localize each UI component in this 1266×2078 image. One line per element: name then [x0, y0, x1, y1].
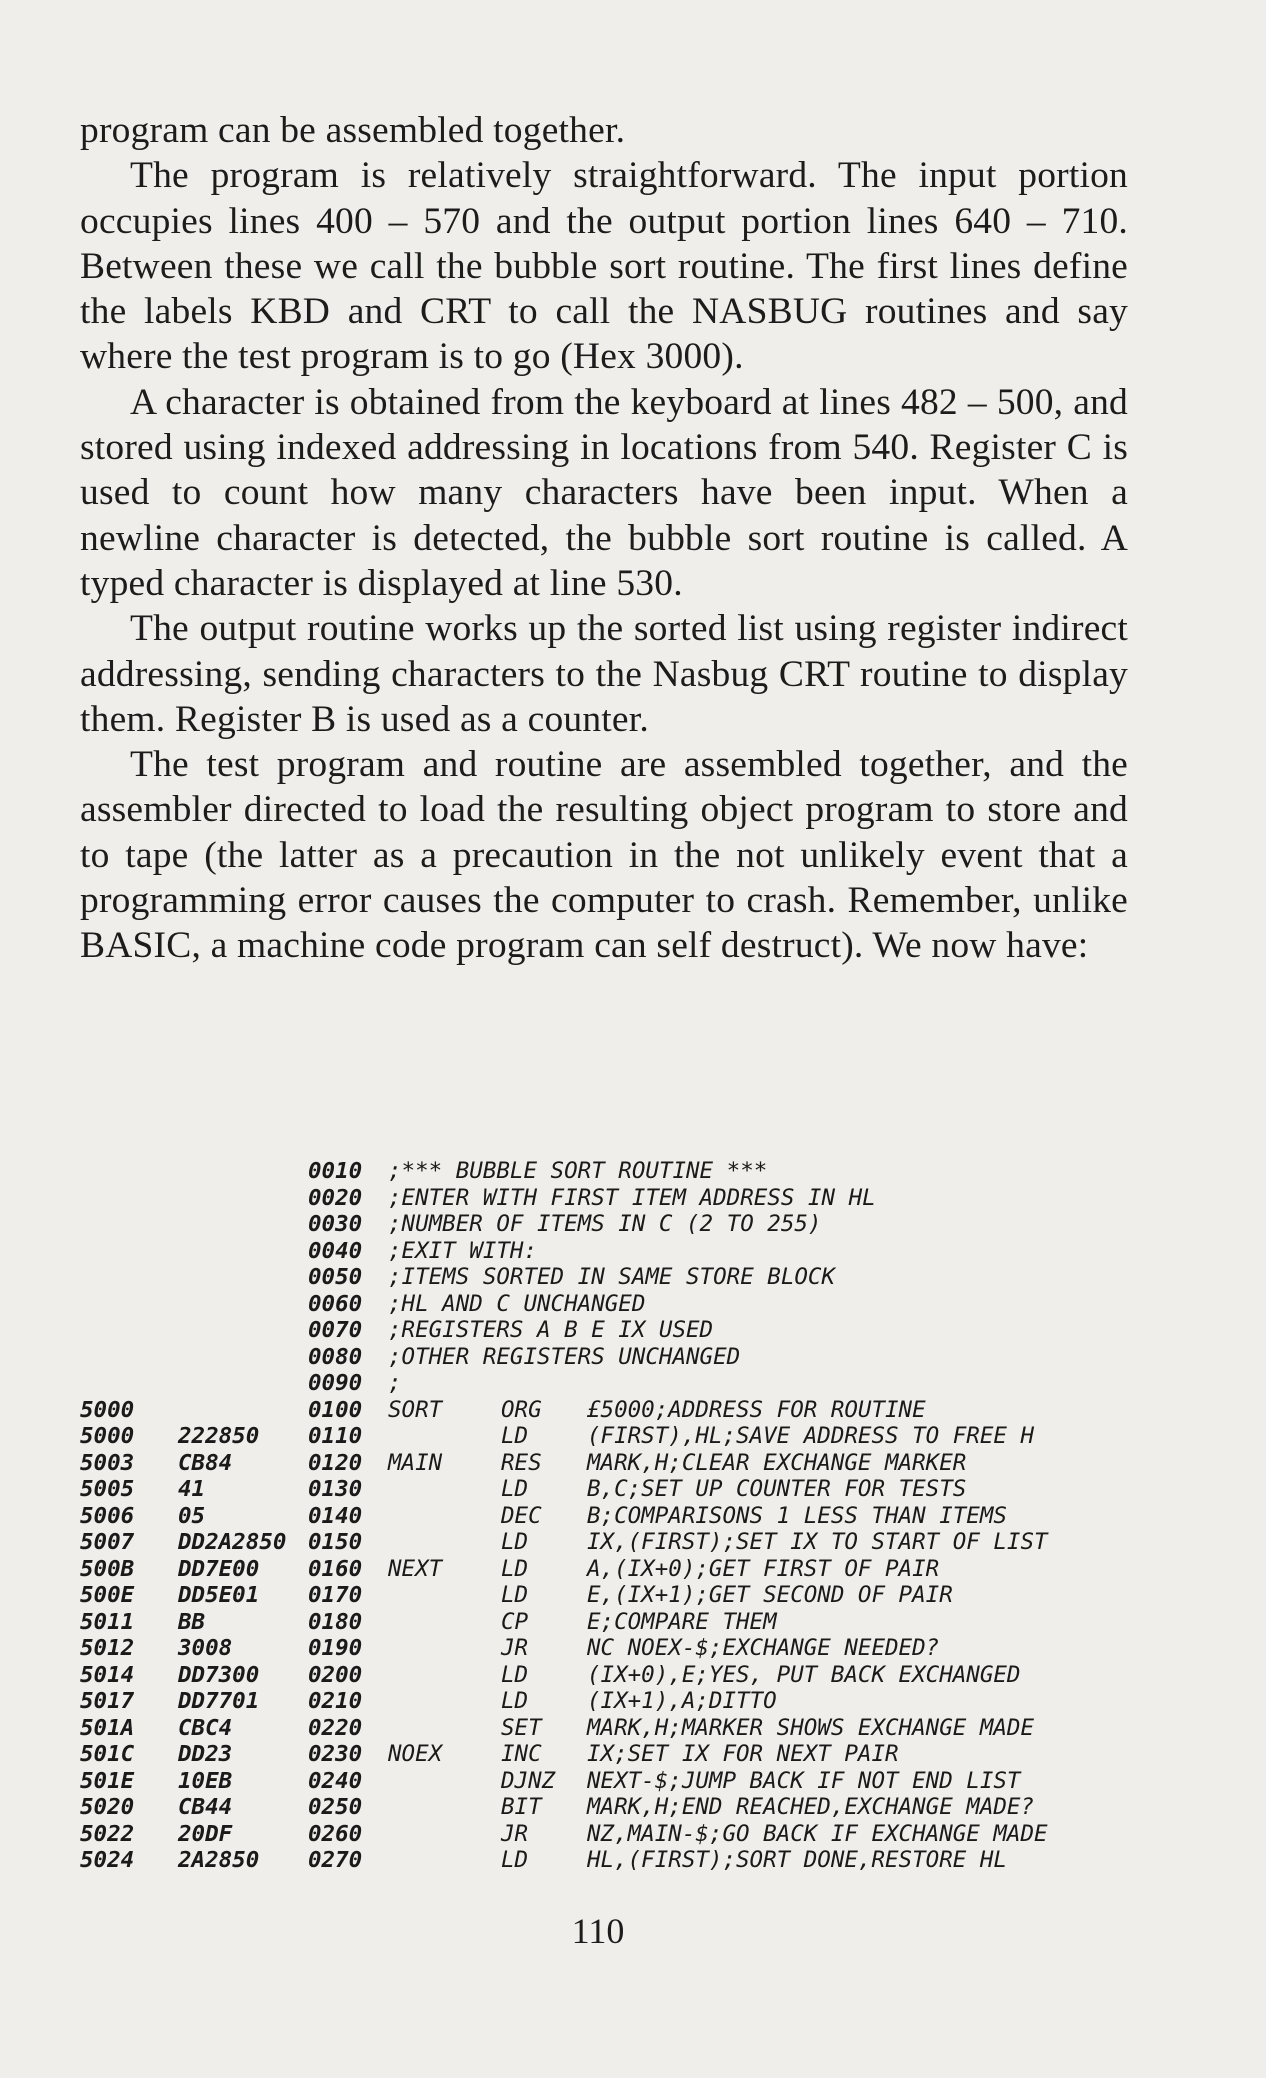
listing-line-number: 0050	[308, 1264, 363, 1290]
listing-line-number: 0020	[308, 1184, 363, 1211]
listing-opcode: LD	[501, 1529, 529, 1555]
listing-operand: B;COMPARISONS 1 LESS THAN ITEMS	[587, 1502, 1007, 1529]
listing-label: SORT	[388, 1396, 443, 1423]
listing-object-code: 3008	[178, 1635, 233, 1661]
listing-row	[80, 1821, 1180, 1848]
listing-object-code	[178, 1317, 308, 1344]
listing-row	[80, 1768, 1180, 1795]
listing-line-number: 0160	[308, 1555, 363, 1582]
listing-operand: ;EXIT WITH:	[388, 1237, 538, 1264]
listing-opcode: LD	[501, 1661, 529, 1688]
listing-label	[388, 1847, 501, 1874]
listing-object-code: DD7E00	[178, 1555, 260, 1582]
listing-address: 5017	[80, 1688, 135, 1714]
listing-object-code: 05	[178, 1502, 206, 1529]
listing-object-code: CBC4	[178, 1714, 233, 1741]
listing-label	[388, 1635, 501, 1662]
listing-address	[80, 1264, 178, 1291]
listing-row	[80, 1397, 1180, 1424]
listing-operand: ;OTHER REGISTERS UNCHANGED	[388, 1343, 741, 1370]
listing-row	[80, 1503, 1180, 1530]
listing-line-number: 0270	[308, 1847, 363, 1873]
listing-row	[80, 1185, 1180, 1212]
listing-line-number: 0230	[308, 1741, 363, 1767]
listing-label	[388, 1529, 501, 1556]
listing-label	[388, 1582, 501, 1609]
listing-line-number: 0260	[308, 1820, 363, 1847]
listing-row	[80, 1476, 1180, 1503]
listing-address: 5014	[80, 1661, 135, 1688]
listing-row	[80, 1450, 1180, 1477]
listing-line-number: 0130	[308, 1476, 363, 1502]
listing-operand: ;ENTER WITH FIRST ITEM ADDRESS IN HL	[388, 1184, 876, 1211]
listing-line-number: 0010	[308, 1158, 363, 1184]
assembly-listing	[80, 1158, 1180, 1874]
listing-address: 501C	[80, 1741, 135, 1767]
listing-operand: ;NUMBER OF ITEMS IN C (2 TO 255)	[388, 1211, 822, 1237]
listing-opcode: JR	[501, 1635, 529, 1661]
listing-line-number: 0220	[308, 1714, 363, 1741]
listing-object-code	[178, 1211, 308, 1238]
listing-operand: MARK,H;MARKER SHOWS EXCHANGE MADE	[587, 1714, 1035, 1741]
listing-opcode: ORG	[501, 1396, 542, 1423]
listing-line-number: 0210	[308, 1688, 363, 1714]
listing-address	[80, 1238, 178, 1265]
listing-operand: B,C;SET UP COUNTER FOR TESTS	[587, 1476, 967, 1502]
listing-row	[80, 1794, 1180, 1821]
listing-operand: NC NOEX-$;EXCHANGE NEEDED?	[587, 1635, 940, 1661]
listing-address: 5005	[80, 1476, 135, 1502]
listing-row	[80, 1609, 1180, 1636]
listing-label: NEXT	[388, 1555, 443, 1582]
listing-object-code: DD7300	[178, 1661, 260, 1688]
listing-address: 5007	[80, 1529, 135, 1555]
listing-object-code: 222850	[178, 1423, 260, 1449]
listing-operand: ;*** BUBBLE SORT ROUTINE ***	[388, 1158, 768, 1184]
listing-row	[80, 1291, 1180, 1318]
listing-operand: ;REGISTERS A B E IX USED	[388, 1317, 714, 1343]
listing-object-code: 41	[178, 1476, 206, 1502]
listing-object-code	[178, 1291, 308, 1318]
listing-object-code: 20DF	[178, 1820, 233, 1847]
listing-address: 5022	[80, 1820, 135, 1847]
listing-address: 5006	[80, 1502, 135, 1529]
listing-opcode: JR	[501, 1820, 529, 1847]
listing-line-number: 0240	[308, 1767, 363, 1794]
listing-operand: NZ,MAIN-$;GO BACK IF EXCHANGE MADE	[587, 1820, 1048, 1847]
listing-row	[80, 1741, 1180, 1768]
listing-operand: (IX+1),A;DITTO	[587, 1688, 777, 1714]
listing-row	[80, 1211, 1180, 1238]
listing-operand: MARK,H;END REACHED,EXCHANGE MADE?	[587, 1794, 1035, 1820]
listing-address	[80, 1370, 178, 1397]
listing-object-code: BB	[178, 1608, 206, 1635]
listing-label	[388, 1768, 501, 1795]
listing-operand: HL,(FIRST);SORT DONE,RESTORE HL	[587, 1847, 1007, 1873]
listing-opcode: SET	[501, 1714, 542, 1741]
paragraph: program can be assembled together.	[80, 110, 626, 151]
listing-opcode: LD	[501, 1555, 529, 1582]
listing-address	[80, 1344, 178, 1371]
listing-label	[388, 1423, 501, 1450]
listing-address: 5024	[80, 1847, 135, 1873]
listing-row	[80, 1635, 1180, 1662]
listing-line-number: 0060	[308, 1290, 363, 1317]
listing-row	[80, 1582, 1180, 1609]
listing-row	[80, 1847, 1180, 1874]
listing-address: 500E	[80, 1582, 135, 1608]
listing-operand: A,(IX+0);GET FIRST OF PAIR	[587, 1555, 940, 1582]
listing-row	[80, 1556, 1180, 1583]
body-text	[80, 108, 1128, 969]
page-number: 110	[571, 1911, 625, 1951]
listing-line-number: 0200	[308, 1661, 363, 1688]
listing-row	[80, 1529, 1180, 1556]
listing-opcode: BIT	[501, 1794, 542, 1820]
listing-line-number: 0140	[308, 1502, 363, 1529]
listing-line-number: 0040	[308, 1237, 363, 1264]
listing-row	[80, 1423, 1180, 1450]
listing-line-number: 0090	[308, 1370, 363, 1396]
listing-address: 5000	[80, 1423, 135, 1449]
paragraph: The output routine works up the sorted list using register indirect addressing, sending characters to the Nasbug CRT routine to display them. Register B is used as a counter.	[80, 608, 1128, 740]
listing-label	[388, 1688, 501, 1715]
listing-line-number: 0170	[308, 1582, 363, 1608]
listing-operand: E;COMPARE THEM	[587, 1608, 777, 1635]
listing-line-number: 0070	[308, 1317, 363, 1343]
listing-object-code	[178, 1158, 308, 1185]
listing-opcode: DEC	[501, 1502, 542, 1529]
listing-opcode: DJNZ	[501, 1767, 556, 1794]
listing-label	[388, 1503, 501, 1530]
listing-operand: (FIRST),HL;SAVE ADDRESS TO FREE H	[587, 1423, 1035, 1449]
listing-label	[388, 1662, 501, 1689]
listing-label: MAIN	[388, 1449, 443, 1476]
listing-operand: (IX+0),E;YES, PUT BACK EXCHANGED	[587, 1661, 1021, 1688]
listing-row	[80, 1158, 1180, 1185]
listing-operand: E,(IX+1);GET SECOND OF PAIR	[587, 1582, 953, 1608]
listing-object-code: 2A2850	[178, 1847, 260, 1873]
listing-row	[80, 1238, 1180, 1265]
listing-line-number: 0080	[308, 1343, 363, 1370]
listing-address	[80, 1211, 178, 1238]
listing-object-code: CB44	[178, 1794, 233, 1820]
listing-address	[80, 1158, 178, 1185]
listing-object-code	[178, 1185, 308, 1212]
listing-object-code	[178, 1370, 308, 1397]
listing-object-code: DD23	[178, 1741, 233, 1767]
listing-opcode: CP	[501, 1608, 529, 1635]
listing-row	[80, 1662, 1180, 1689]
listing-row	[80, 1688, 1180, 1715]
listing-line-number: 0190	[308, 1635, 363, 1661]
listing-label	[388, 1821, 501, 1848]
listing-operand: MARK,H;CLEAR EXCHANGE MARKER	[587, 1449, 967, 1476]
listing-address: 5020	[80, 1794, 135, 1820]
listing-address	[80, 1185, 178, 1212]
listing-opcode: LD	[501, 1582, 529, 1608]
listing-line-number: 0120	[308, 1449, 363, 1476]
listing-address	[80, 1317, 178, 1344]
listing-address: 5011	[80, 1608, 135, 1635]
listing-line-number: 0250	[308, 1794, 363, 1820]
listing-row	[80, 1715, 1180, 1742]
listing-line-number: 0100	[308, 1396, 363, 1423]
listing-object-code: DD7701	[178, 1688, 260, 1714]
listing-opcode: INC	[501, 1741, 542, 1767]
listing-operand: IX;SET IX FOR NEXT PAIR	[587, 1741, 899, 1767]
listing-object-code	[178, 1397, 308, 1424]
listing-address: 5003	[80, 1449, 135, 1476]
listing-operand: ;HL AND C UNCHANGED	[388, 1290, 646, 1317]
listing-row	[80, 1370, 1180, 1397]
listing-label	[388, 1794, 501, 1821]
listing-object-code: DD2A2850	[178, 1529, 287, 1555]
listing-object-code	[178, 1238, 308, 1265]
listing-opcode: LD	[501, 1688, 529, 1714]
listing-object-code	[178, 1344, 308, 1371]
listing-opcode: LD	[501, 1476, 529, 1502]
listing-label: NOEX	[388, 1741, 443, 1767]
listing-line-number: 0150	[308, 1529, 363, 1555]
listing-line-number: 0180	[308, 1608, 363, 1635]
listing-address: 5000	[80, 1396, 135, 1423]
listing-label	[388, 1609, 501, 1636]
paragraph: The program is relatively straightforward. The input portion occupies lines 400 – 570 and the output portion lines 640 – 710. Between these we call the bubble sort routine. The first lines define the labels KBD and CRT to call the NASBUG routines and say where the test program is to go (Hex 3000).	[80, 155, 1128, 378]
listing-object-code	[178, 1264, 308, 1291]
listing-row	[80, 1344, 1180, 1371]
listing-operand: ;	[388, 1370, 402, 1396]
listing-opcode: LD	[501, 1423, 529, 1449]
listing-address: 501E	[80, 1767, 135, 1794]
listing-operand: NEXT-$;JUMP BACK IF NOT END LIST	[587, 1767, 1021, 1794]
listing-label	[388, 1715, 501, 1742]
listing-line-number: 0110	[308, 1423, 363, 1449]
listing-line-number: 0030	[308, 1211, 363, 1237]
listing-object-code: 10EB	[178, 1767, 233, 1794]
listing-object-code: CB84	[178, 1449, 233, 1476]
listing-operand: IX,(FIRST);SET IX TO START OF LIST	[587, 1529, 1048, 1555]
listing-opcode: LD	[501, 1847, 529, 1873]
listing-address	[80, 1291, 178, 1318]
listing-opcode: RES	[501, 1449, 542, 1476]
listing-object-code: DD5E01	[178, 1582, 260, 1608]
listing-operand: ;ITEMS SORTED IN SAME STORE BLOCK	[388, 1264, 836, 1290]
listing-label	[388, 1476, 501, 1503]
paragraph: The test program and routine are assembled together, and the assembler directed to load the resulting object program to store and to tape (the latter as a precaution in the not unlikely event that a programming error causes the computer to crash. Remember, unlike BASIC, a machine code program can self destruct). We now have:	[80, 744, 1128, 967]
paragraph: A character is obtained from the keyboard at lines 482 – 500, and stored using indexed addressing in locations from 540. Register C is used to count how many characters have been input. When a newline character is detected, the bubble sort routine is called. A typed character is displayed at line 530.	[80, 381, 1128, 604]
listing-address: 5012	[80, 1635, 135, 1661]
listing-operand: £5000;ADDRESS FOR ROUTINE	[587, 1396, 926, 1423]
listing-address: 501A	[80, 1714, 135, 1741]
listing-row	[80, 1264, 1180, 1291]
listing-row	[80, 1317, 1180, 1344]
listing-address: 500B	[80, 1555, 135, 1582]
